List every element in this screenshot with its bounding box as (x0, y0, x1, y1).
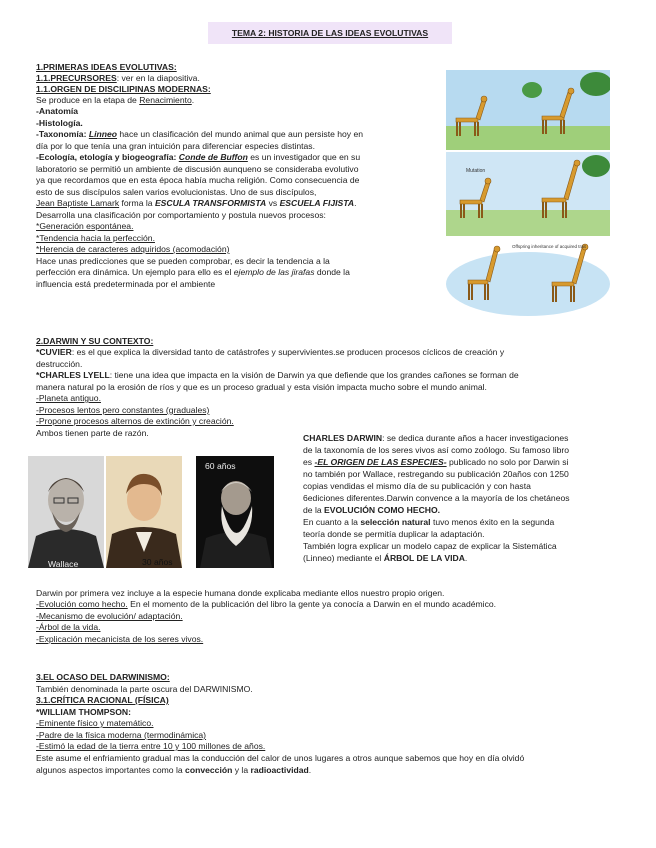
darwin-line-1: CHARLES DARWIN: se dedica durante años a hacer investigaciones (303, 433, 569, 443)
darwin-line-5: copias vendidas el mismo día de su publicación y con hasta (303, 481, 531, 491)
eminente-item: -Eminente físico y matemático. (36, 718, 154, 728)
denominada-line: También denominada la parte oscura del DARWINISMO. (36, 684, 253, 694)
predicciones-line-1: Hace unas predicciones que se pueden comprobar, es decir la tendencia a la (36, 256, 330, 266)
darwin-30-portrait (106, 456, 182, 568)
section-3-heading: 3.EL OCASO DEL DARWINISMO: (36, 672, 170, 682)
darwin-30-caption: 30 años (142, 557, 173, 567)
procesos-item: -Procesos lentos pero constantes (graduales) (36, 405, 210, 415)
predicciones-line-3: influencia está predeterminada por el ambiente (36, 279, 216, 289)
giraffe-evolution-figure (446, 70, 610, 318)
taxonomia-line-2: día por lo que tenía una gran intuición para diferenciar especies distintas. (36, 141, 315, 151)
renacimiento-line: Se produce en la etapa de Renacimiento. (36, 95, 195, 105)
taxonomia-line-1: -Taxonomía: Linneo hace un clasificación del mundo animal que aun persiste hoy en (36, 129, 364, 139)
lyell-line-2: manera natural po la erosión de ríos y que es un proceso gradual y esta visión impacta mucho sobre el mundo animal. (36, 382, 487, 392)
proceso-1: *Generación espontánea. (36, 221, 134, 231)
precursores-line: 1.1.PRECURSORES: ver en la diapositiva. (36, 73, 200, 83)
explicacion-item: -Explicación mecanicista de los seres vivos. (36, 634, 204, 644)
darwin-60-portrait (196, 456, 274, 568)
darwin-line-9: teoría donde se permitía duplicar la adaptación. (303, 529, 485, 539)
lyell-line-1: *CHARLES LYELL: tiene una idea que impacta en la visión de Darwin ya que defiende que los grandes cañones se forman de (36, 370, 519, 380)
darwin-line-10: También logra explicar un modelo capaz de explicar la Sistemática (303, 541, 557, 551)
darwin-line-8: En cuanto a la selección natural tuvo menos éxito en la segunda (303, 517, 555, 527)
ecologia-line-2: laboratorio se permitió un ambiente de discusión aunqueno se consideraba evolutivo (36, 164, 359, 174)
thompson-heading: *WILLIAM THOMPSON: (36, 707, 131, 717)
ambos-line: Ambos tienen parte de razón. (36, 428, 149, 438)
histologia-item: -Histología. (36, 118, 83, 128)
wallace-caption: Wallace (48, 559, 79, 569)
lamark-line: Jean Baptiste Lamark forma la ESCULA TRANSFORMISTA vs ESCUELA FIJISTA. (36, 198, 357, 208)
desarrolla-line: Desarrolla una clasificación por comportamiento y postula nuevos procesos: (36, 210, 326, 220)
estimo-item: -Estimó la edad de la tierra entre 10 y 100 millones de años. (36, 741, 266, 751)
section-1-heading: 1.PRIMERAS IDEAS EVOLUTIVAS: (36, 62, 177, 72)
asume-line-2: algunos aspectos importantes como la convección y la radioactividad. (36, 765, 312, 775)
figure-label-offspring: Offspring inheritance of acquired trait (512, 244, 586, 249)
darwin-line-6: 6ediciones diferentes.Darwin convence a la mayoría de los chetáneos (303, 493, 570, 503)
darwin-line-4: no también por Wallace, restregando su publicación 20años con 1250 (303, 469, 569, 479)
darwin-line-2: de la taxonomía de los seres vivos así como zoólogo. Su famoso libro (303, 445, 570, 455)
critica-heading: 3.1.CRÍTICA RACIONAL (FÍSICA) (36, 695, 169, 705)
propone-item: -Propone procesos alternos de extinción y creación. (36, 416, 234, 426)
proceso-2: *Tendencia hacia la perfección. (36, 233, 155, 243)
ecologia-line-1: -Ecología, etología y biogeografía: Conde de Buffon es un investigador que en su (36, 152, 361, 162)
proceso-3: *Herencia de caracteres adquiridos (acomodación) (36, 244, 230, 254)
figure-label-mutation: Mutation (466, 168, 486, 174)
arbol-item: -Árbol de la vida. (36, 622, 101, 632)
darwin-line-11: (Linneo) mediante el ÁRBOL DE LA VIDA. (303, 553, 468, 563)
wallace-portrait (28, 456, 104, 568)
section-2-heading: 2.DARWIN Y SU CONTEXTO: (36, 336, 154, 346)
asume-line-1: Este asume el enfriamiento gradual mas la conducción del calor de unos lugares a otros aunque sabemos que hoy en día olvidó (36, 753, 525, 763)
page-title: TEMA 2: HISTORIA DE LAS IDEAS EVOLUTIVAS (208, 22, 452, 44)
mecanismo-item: -Mecanismo de evolución/ adaptación. (36, 611, 183, 621)
ecologia-line-3: ya que recordamos que en esta época había mucha religión. Como consecuencia de (36, 175, 360, 185)
planeta-item: -Planeta antiguo. (36, 393, 101, 403)
origen-heading: 1.1.ORGEN DE DISCILIPINAS MODERNAS: (36, 84, 211, 94)
anatomia-item: -Anatomía (36, 106, 79, 116)
ecologia-line-4: esto de sus discípulos salen varios evolucionistas. Uno de sus discípulos, (36, 187, 317, 197)
incluye-line: Darwin por primera vez incluye a la especie humana donde explicaba mediante ellos nuestro propio origen. (36, 588, 445, 598)
darwin-60-caption: 60 años (205, 461, 236, 471)
darwin-line-7: de la EVOLUCIÓN COMO HECHO. (303, 505, 441, 515)
evolucion-hecho-line: -Evolución como hecho. En el momento de la publicación del libro la gente ya conocía a Darwin en el mundo académico. (36, 599, 497, 609)
cuvier-line-1: *CUVIER: es el que explica la diversidad tanto de catástrofes y supervivientes.se producen procesos cíclicos de creación y (36, 347, 505, 357)
darwin-line-3: es -EL ORIGEN DE LAS ESPECIES- publicado no solo por Darwin si (303, 457, 569, 467)
cuvier-line-2: destrucción. (36, 359, 83, 369)
padre-item: -Padre de la física moderna (termodinámica) (36, 730, 207, 740)
predicciones-line-2: perfección era dinámica. Un ejemplo para ello es el ejemplo de las jirafas donde la (36, 267, 350, 277)
